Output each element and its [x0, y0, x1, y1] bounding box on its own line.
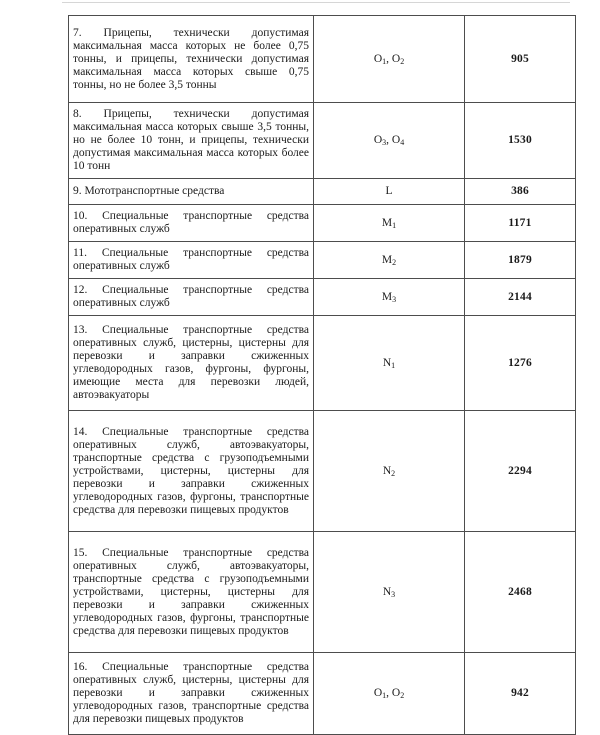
description-cell: 11. Специальные транспортные средства оперативных служб [69, 242, 314, 279]
category-letter: N [382, 356, 392, 369]
description-cell: 9. Мототранспортные средства [69, 179, 314, 205]
table-row [69, 411, 576, 532]
value-cell: 1276 [465, 316, 576, 411]
category-letter: M [381, 253, 393, 266]
category-letter: O [373, 687, 383, 699]
page-crop-artifact-line [62, 2, 570, 3]
table-row [69, 653, 576, 735]
description-cell: 7. Прицепы, технически допустимая максимальная масса которых не более 0,75 тонны, и прицепы, технически допустимая максимальная масса которых свыше 0,75 тонны, но не более 3,5 тонны [69, 16, 314, 103]
value-cell: 1879 [465, 242, 576, 279]
value-cell: 942 [465, 653, 576, 735]
value-cell: 2144 [465, 279, 576, 316]
description-cell: 15. Специальные транспортные средства оперативных служб, автоэвакуаторы, транспортные средства с грузоподъемными устройствами, цистерны, цистерны для перевозки и заправки сжиженных углеводородных газов, фургоны, транспортные средства для перевозки пищевых продуктов [69, 532, 314, 653]
category-cell [314, 316, 465, 411]
category-cell [314, 16, 465, 103]
category-subscript: 2 [400, 691, 405, 700]
table-row [69, 242, 576, 279]
value-cell: 2294 [465, 411, 576, 532]
description-cell: 14. Специальные транспортные средства оперативных служб, автоэвакуаторы, транспортные средства с грузоподъемными устройствами, цистерны, цистерны для перевозки и заправки сжиженных углеводородных газов, фургоны, транспортные средства для перевозки пищевых продуктов [69, 411, 314, 532]
category-letter: N [382, 464, 392, 477]
category-cell [314, 205, 465, 242]
category-subscript: 1 [382, 691, 387, 700]
category-cell [314, 179, 465, 205]
vehicle-categories-table [68, 15, 576, 735]
category-cell [314, 242, 465, 279]
table-row [69, 179, 576, 205]
category-letter: M [381, 290, 393, 303]
description-cell: 16. Специальные транспортные средства оперативных служб, цистерны, цистерны для перевозки и заправки сжиженных углеводородных газов, транспортные средства для перевозки пищевых продуктов [69, 653, 314, 735]
category-subscript: 4 [400, 138, 405, 147]
table-row [69, 279, 576, 316]
category-cell [314, 103, 465, 179]
description-cell: 13. Специальные транспортные средства оперативных служб, цистерны, цистерны для перевозки и заправки сжиженных углеводородных газов, фургоны, фургоны, имеющие места для перевозки людей, автоэвакуаторы [69, 316, 314, 411]
category-cell [314, 411, 465, 532]
table-row [69, 316, 576, 411]
category-subscript: 3 [391, 589, 396, 599]
category-subscript: 3 [392, 294, 397, 304]
value-cell: 1171 [465, 205, 576, 242]
description-cell: 8. Прицепы, технически допустимая максимальная масса которых свыше 3,5 тонны, но не более 10 тонн, и прицепы, технически допустимая максимальная масса которых более 10 тонн [69, 103, 314, 179]
value-cell: 2468 [465, 532, 576, 653]
category-letter: , O [386, 687, 401, 699]
category-subscript: 2 [400, 56, 405, 66]
table-row [69, 16, 576, 103]
category-cell [314, 279, 465, 316]
description-cell: 10. Специальные транспортные средства оперативных служб [69, 205, 314, 242]
vehicle-table-body [69, 16, 576, 735]
category-subscript: 1 [391, 360, 396, 370]
category-subscript: 1 [382, 56, 387, 66]
category-subscript: 1 [392, 220, 397, 230]
table-row [69, 532, 576, 653]
table-row [69, 205, 576, 242]
category-letter: , O [386, 52, 401, 65]
table-row [69, 103, 576, 179]
description-cell: 12. Специальные транспортные средства оперативных служб [69, 279, 314, 316]
category-cell [314, 653, 465, 735]
category-subscript: 2 [391, 468, 396, 478]
category-letter: O [373, 134, 383, 146]
category-letter: M [381, 216, 393, 229]
category-letter: , O [386, 134, 401, 146]
category-letter: L [385, 185, 393, 197]
category-cell [314, 532, 465, 653]
value-cell: 905 [465, 16, 576, 103]
value-cell: 1530 [465, 103, 576, 179]
category-subscript: 3 [382, 138, 387, 147]
category-subscript: 2 [392, 257, 397, 267]
category-letter: N [382, 585, 392, 598]
value-cell: 386 [465, 179, 576, 205]
category-letter: O [373, 52, 383, 65]
